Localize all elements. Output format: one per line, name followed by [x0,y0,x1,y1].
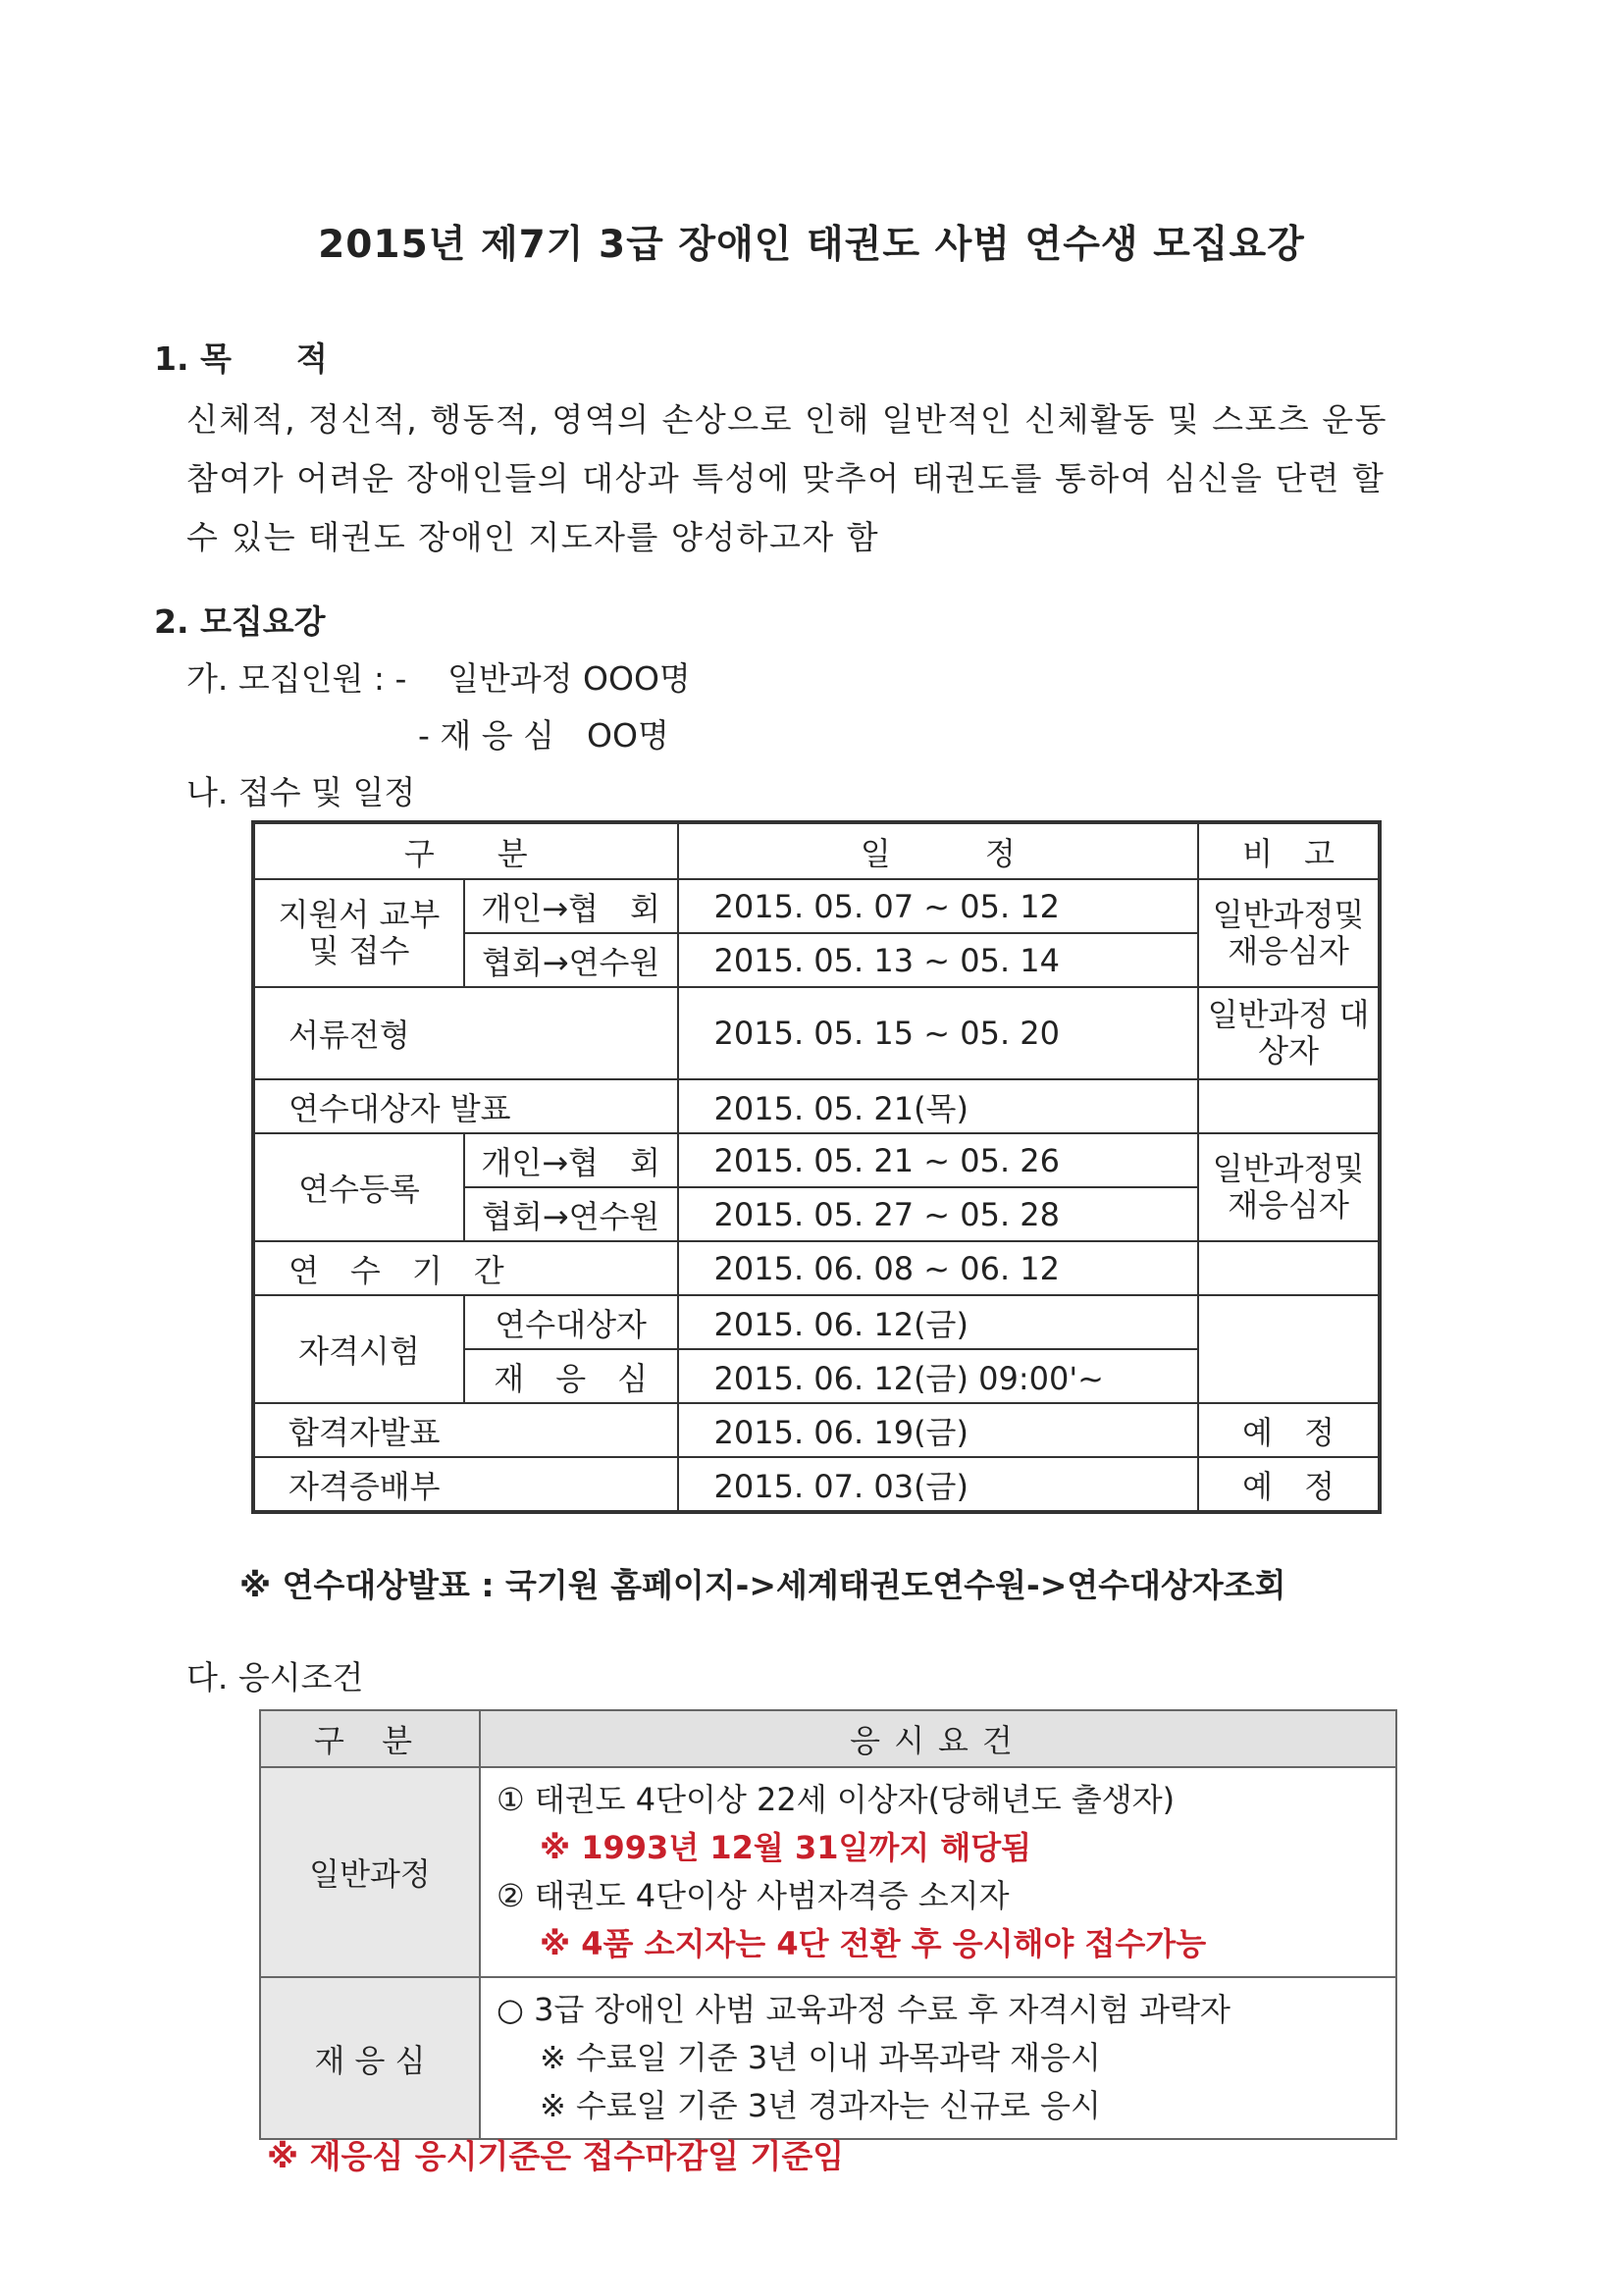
retake-requirements [480,1977,1396,2139]
table-row [253,1295,1380,1349]
purpose-line-2: 참여가 어려운 장애인들의 대상과 특성에 맞추어 태권도를 통하여 심신을 단련 할 [186,459,1386,497]
announce-note-empty [1198,1079,1380,1133]
register-note-cell: 일반과정및 재응심자 [1198,1133,1380,1241]
final-note: ※ 재응심 응시기준은 접수마감일 기준임 [267,2137,845,2175]
retake-item-1: ○ 3급 장애인 사범 교육과정 수료 후 자격시험 과락자 [497,1991,1230,2028]
general-item-1-note: ※ 1993년 12월 31일까지 해당됨 [540,1829,1032,1866]
conditions-label: 다. 응시조건 [186,1658,364,1696]
table-row [253,1133,1380,1187]
general-item-2: ② 태권도 4단이상 사범자격증 소지자 [497,1877,1010,1914]
register-assoc-date: 2015. 05. 27 ~ 05. 28 [678,1187,1199,1241]
conditions-table [259,1709,1397,2140]
table-row [260,1767,1396,1977]
general-item-1: ① 태권도 4단이상 22세 이상자(당해년도 출생자) [497,1781,1176,1818]
register-personal-date: 2015. 05. 21 ~ 05. 26 [678,1133,1199,1187]
table-row [253,1079,1380,1133]
pass-cell: 합격자발표 [253,1403,678,1457]
register-group-cell: 연수등록 [253,1133,464,1241]
announce-date: 2015. 05. 21(목) [678,1079,1199,1133]
exam-note-empty [1198,1295,1380,1403]
register-assoc-cell: 협회→연수원 [464,1187,678,1241]
exam-retake-date: 2015. 06. 12(금) 09:00'~ [678,1349,1199,1403]
general-item-2-note: ※ 4품 소지자는 4단 전환 후 응시해야 접수가능 [540,1925,1207,1962]
purpose-line-1: 신체적, 정신적, 행동적, 영역의 손상으로 인해 일반적인 신체활동 및 스포츠 운동 [186,400,1387,439]
header-note: 비 고 [1198,822,1380,879]
cert-note: 예 정 [1198,1457,1380,1512]
exam-target-date: 2015. 06. 12(금) [678,1295,1199,1349]
apply-personal-date: 2015. 05. 07 ~ 05. 12 [678,879,1199,933]
quota-general: 일반과정 OOO명 [447,659,691,698]
doc-review-date: 2015. 05. 15 ~ 05. 20 [678,987,1199,1079]
register-personal-cell: 개인→협 회 [464,1133,678,1187]
page-title: 2015년 제7기 3급 장애인 태권도 사범 연수생 모집요강 [318,223,1305,267]
pass-date: 2015. 06. 19(금) [678,1403,1199,1457]
schedule-header-row [253,822,1380,879]
header-category: 구 분 [253,822,678,879]
apply-note-cell: 일반과정및 재응심자 [1198,879,1380,987]
period-cell: 연 수 기 간 [253,1241,678,1295]
cond-header-requirements: 응시요건 [480,1710,1396,1767]
general-requirements [480,1767,1396,1977]
recruit-heading: 2. 모집요강 [154,602,326,641]
general-label: 일반과정 [260,1767,480,1977]
exam-retake-cell: 재 응 심 [464,1349,678,1403]
apply-personal-cell: 개인→협 회 [464,879,678,933]
exam-target-cell: 연수대상자 [464,1295,678,1349]
retake-item-1-note: ※ 수료일 기준 3년 이내 과목과락 재응시 [540,2039,1101,2076]
quota-label: 가. 모집인원 : - [186,659,407,698]
table-row [253,1457,1380,1512]
doc-review-note: 일반과정 대상자 [1198,987,1380,1079]
period-note-empty [1198,1241,1380,1295]
announce-cell: 연수대상자 발표 [253,1079,678,1133]
exam-group-cell: 자격시험 [253,1295,464,1403]
purpose-heading: 1. 목 적 [154,339,328,378]
quota-retake: - 재 응 심 OO명 [418,716,669,755]
purpose-line-3: 수 있는 태권도 장애인 지도자를 양성하고자 함 [186,518,880,556]
schedule-table [251,820,1382,1514]
retake-label: 재 응 심 [260,1977,480,2139]
schedule-label: 나. 접수 및 일정 [186,773,416,811]
table-row [253,987,1380,1079]
cert-cell: 자격증배부 [253,1457,678,1512]
pass-note: 예 정 [1198,1403,1380,1457]
cert-date: 2015. 07. 03(금) [678,1457,1199,1512]
apply-assoc-date: 2015. 05. 13 ~ 05. 14 [678,933,1199,987]
header-date: 일 정 [678,822,1199,879]
period-date: 2015. 06. 08 ~ 06. 12 [678,1241,1199,1295]
table-row [253,879,1380,933]
doc-review-cell: 서류전형 [253,987,678,1079]
cond-header-category: 구 분 [260,1710,480,1767]
conditions-header-row [260,1710,1396,1767]
apply-assoc-cell: 협회→연수원 [464,933,678,987]
announce-note: ※ 연수대상발표 : 국기원 홈페이지->세계태권도연수원->연수대상자조회 [239,1566,1286,1604]
retake-item-2-note: ※ 수료일 기준 3년 경과자는 신규로 응시 [540,2087,1101,2124]
table-row [260,1977,1396,2139]
table-row [253,1403,1380,1457]
apply-group-cell: 지원서 교부 및 접수 [253,879,464,987]
table-row [253,1241,1380,1295]
